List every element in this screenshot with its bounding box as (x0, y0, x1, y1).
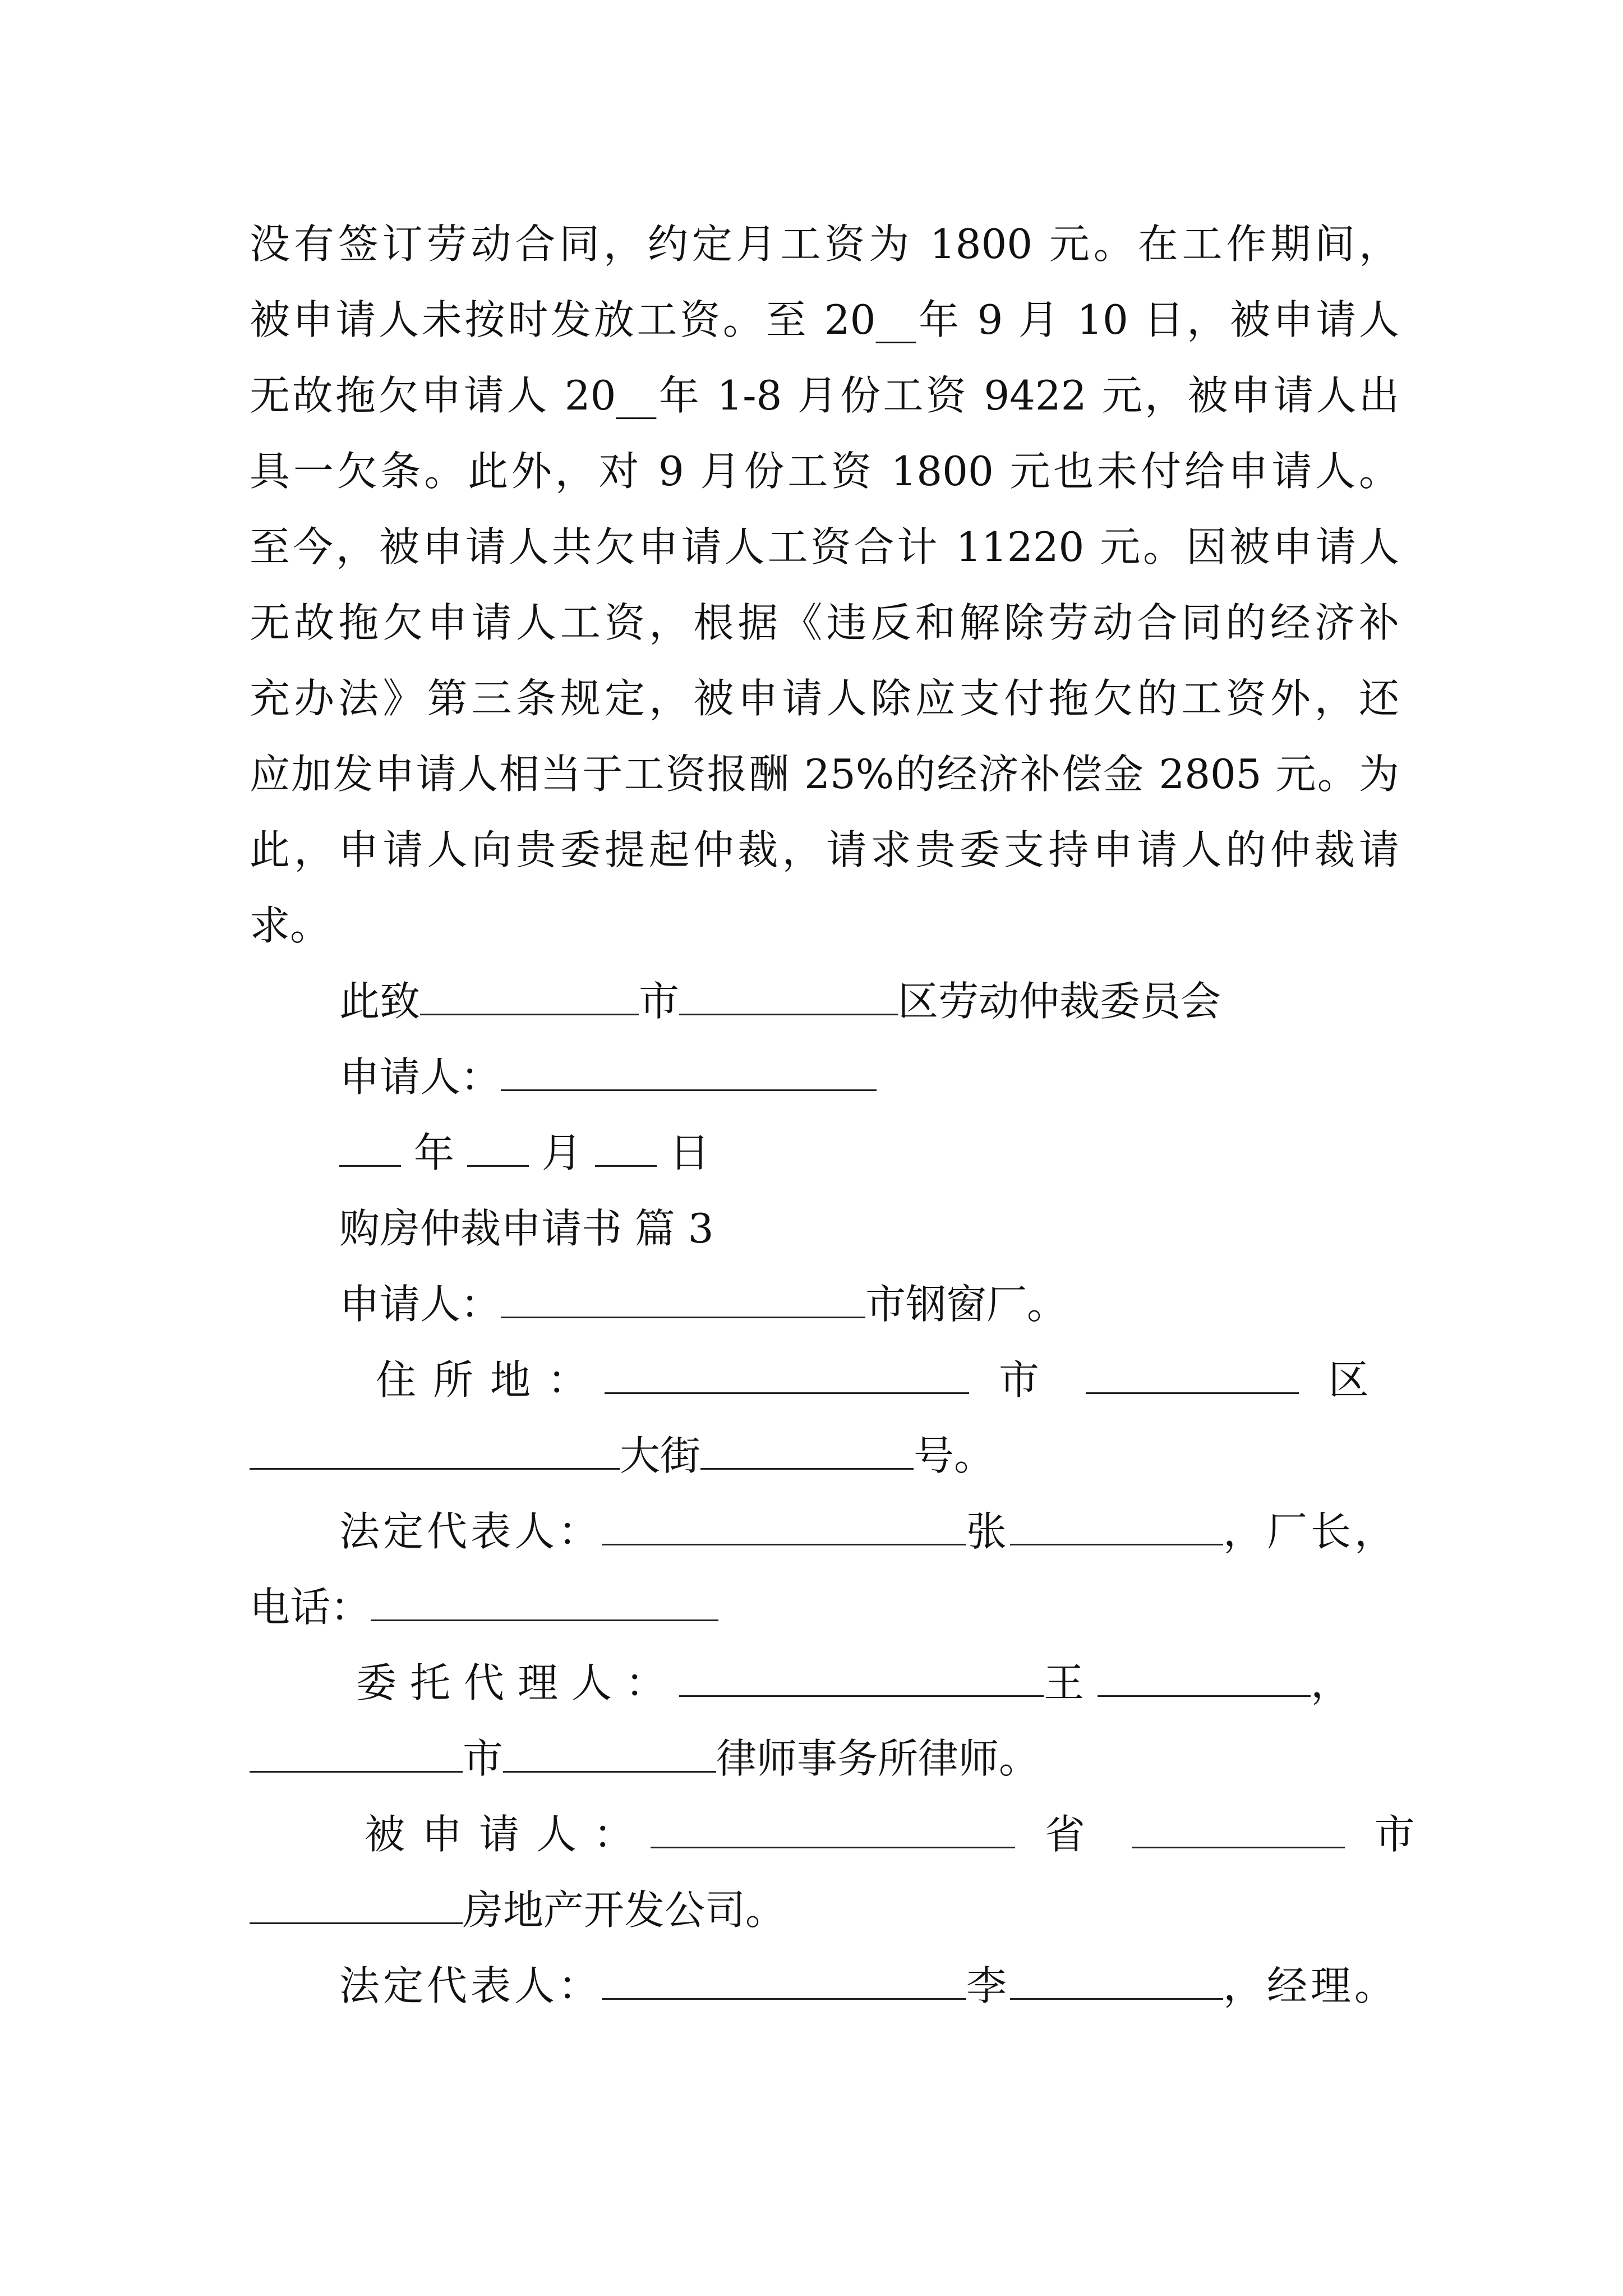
district-blank[interactable] (679, 979, 898, 1015)
agent-city-blank[interactable] (250, 1736, 463, 1773)
agent-line (356, 1658, 1399, 1708)
address-district: 区 (1328, 1356, 1386, 1404)
legal-rep-2-blank[interactable] (602, 1963, 966, 2000)
paragraph-line-10: 求。 (250, 902, 331, 949)
paragraph-line-4: 具一欠条。此外，对 9 月份工资 1800 元也未付给申请人。 (250, 448, 1399, 495)
legal-rep-1-title: ，厂长， (1223, 1508, 1399, 1555)
agent-comma: ， (1311, 1659, 1365, 1706)
agent-name-blank[interactable] (1098, 1660, 1311, 1697)
applicant-blank[interactable] (501, 1282, 865, 1318)
applicant-label: 申请人： (339, 1281, 501, 1328)
agent-blank[interactable] (679, 1660, 1044, 1697)
date-line (339, 1128, 1399, 1178)
address-city: 市 (998, 1356, 1056, 1404)
legal-rep-2-surname: 李 (966, 1962, 1011, 2009)
respondent-label: 被申请人： (365, 1811, 651, 1858)
legal-rep-1-blank[interactable] (602, 1509, 966, 1545)
legal-rep-1-surname: 张 (966, 1508, 1011, 1555)
respondent-company: 房地产开发公司。 (463, 1887, 786, 1934)
applicant-line (339, 1279, 1399, 1329)
respondent-city: 市 (1374, 1811, 1432, 1858)
closing-city: 市 (639, 978, 680, 1025)
agent-firm-blank[interactable] (503, 1736, 716, 1773)
paragraph-line-6: 无故拖欠申请人工资，根据《违反和解除劳动合同的经济补 (250, 599, 1399, 646)
closing-line (339, 976, 1399, 1027)
agent-city: 市 (463, 1735, 504, 1782)
city-blank[interactable] (420, 979, 639, 1015)
respondent-blank[interactable] (651, 1812, 1015, 1848)
applicant-sign-blank[interactable] (501, 1055, 877, 1091)
legal-rep-2-title: ，经理。 (1223, 1962, 1399, 2009)
paragraph-line-9: 此，申请人向贵委提起仲裁，请求贵委支持申请人的仲裁请 (250, 826, 1399, 873)
legal-rep-1-label: 法定代表人： (339, 1508, 602, 1555)
section-title: 购房仲裁申请书 篇 3 (339, 1205, 714, 1252)
legal-rep-1-name-blank[interactable] (1010, 1509, 1223, 1545)
applicant-sign-line (339, 1052, 1399, 1102)
legal-rep-1-line (339, 1506, 1399, 1557)
respondent-line-2 (250, 1885, 1399, 1935)
agent-label: 委托代理人： (356, 1659, 680, 1706)
applicant-suffix: 市钢窗厂。 (865, 1281, 1068, 1328)
address-district-blank[interactable] (1086, 1358, 1299, 1394)
applicant-sign-label: 申请人： (339, 1053, 501, 1101)
year-blank[interactable] (339, 1130, 401, 1167)
closing-committee: 区劳动仲裁委员会 (898, 978, 1221, 1025)
number-blank[interactable] (700, 1433, 914, 1470)
legal-rep-2-name-blank[interactable] (1010, 1963, 1223, 2000)
date-year: 年 (413, 1129, 454, 1176)
phone-label: 电话： (250, 1584, 371, 1631)
address-label: 住所地： (376, 1356, 605, 1404)
address-line (376, 1355, 1399, 1405)
date-day: 日 (669, 1129, 710, 1176)
paragraph-line-7: 充办法》第三条规定，被申请人除应支付拖欠的工资外，还 (250, 675, 1399, 722)
legal-rep-2-label: 法定代表人： (339, 1962, 602, 2009)
legal-rep-2-line (339, 1961, 1399, 2011)
agent-line-2 (250, 1733, 1399, 1784)
respondent-province: 省 (1044, 1811, 1102, 1858)
paragraph-line-1: 没有签订劳动合同，约定月工资为 1800 元。在工作期间， (250, 220, 1399, 268)
street-blank[interactable] (250, 1433, 620, 1470)
respondent-line (365, 1809, 1432, 1860)
respondent-city-blank[interactable] (1132, 1812, 1345, 1848)
address-line-2 (250, 1430, 1399, 1481)
paragraph-line-2: 被申请人未按时发放工资。至 20__年 9 月 10 日，被申请人 (250, 296, 1399, 343)
month-blank[interactable] (467, 1130, 529, 1167)
agent-firm: 律师事务所律师。 (716, 1735, 1040, 1782)
address-number: 号。 (914, 1432, 995, 1479)
address-blank[interactable] (605, 1358, 969, 1394)
address-street: 大街 (620, 1432, 701, 1479)
agent-surname: 王 (1044, 1659, 1098, 1706)
day-blank[interactable] (595, 1130, 657, 1167)
phone-line (250, 1582, 1399, 1632)
respondent-company-blank[interactable] (250, 1888, 463, 1924)
paragraph-line-8: 应加发申请人相当于工资报酬 25%的经济补偿金 2805 元。为 (250, 751, 1399, 798)
paragraph-line-5: 至今，被申请人共欠申请人工资合计 11220 元。因被申请人 (250, 523, 1399, 570)
phone-blank[interactable] (371, 1585, 718, 1621)
paragraph-line-3: 无故拖欠申请人 20__年 1-8 月份工资 9422 元，被申请人出 (250, 372, 1399, 419)
closing-prefix: 此致 (339, 978, 421, 1025)
date-month: 月 (541, 1129, 582, 1176)
